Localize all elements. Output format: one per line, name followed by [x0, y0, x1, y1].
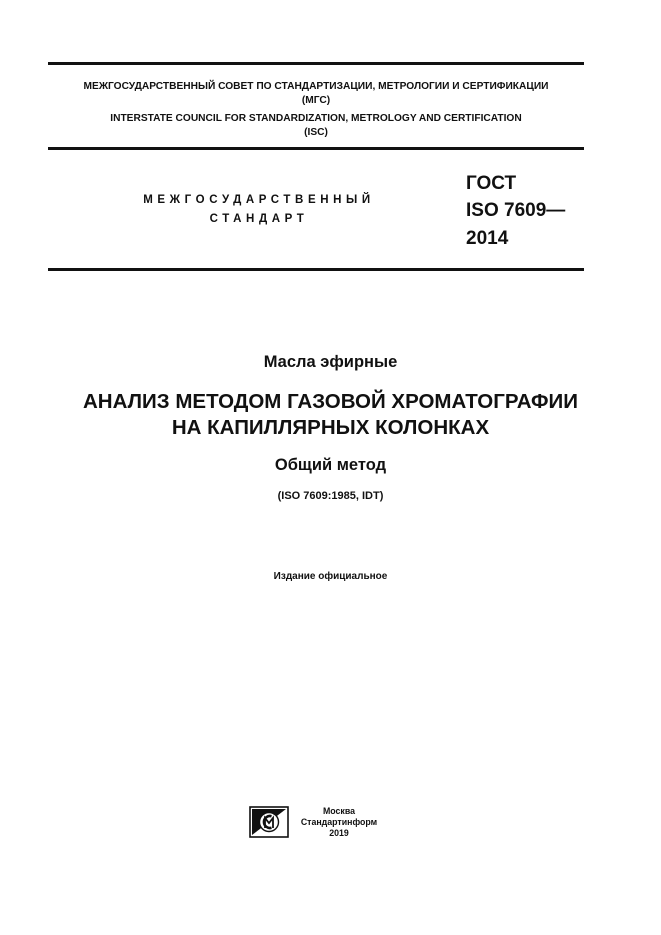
council-name-ru: МЕЖГОСУДАРСТВЕННЫЙ СОВЕТ ПО СТАНДАРТИЗАЦИИ, МЕТРОЛОГИИ И СЕРТИФИКАЦИИ: [83, 81, 549, 92]
document-subject: Масла эфирные: [263, 353, 398, 371]
standard-bottom-rule: [48, 268, 584, 271]
standartinform-logo-icon: [249, 806, 289, 838]
council-abbr-en: (ISC): [304, 127, 328, 138]
publisher-year: 2019: [329, 828, 349, 838]
top-rule: [48, 62, 584, 65]
publisher-city: Москва: [322, 806, 356, 816]
standard-type-line2: СТАНДАРТ: [209, 213, 309, 225]
council-abbr-ru: (МГС): [301, 95, 331, 106]
edition-label: Издание официальное: [273, 571, 388, 582]
document-title-line1: АНАЛИЗ МЕТОДОМ ГАЗОВОЙ ХРОМАТОГРАФИИ: [83, 390, 578, 413]
document-method: Общий метод: [274, 456, 387, 474]
header-bottom-rule: [48, 147, 584, 150]
document-title-line2: НА КАПИЛЛЯРНЫХ КОЛОНКАХ: [171, 416, 490, 439]
standard-code-line1: ГОСТ: [466, 173, 517, 194]
iso-reference: (ISO 7609:1985, IDT): [277, 490, 384, 502]
standard-code-line2: ISO 7609—: [466, 200, 566, 221]
publisher-block: [300, 806, 378, 839]
council-name-en: INTERSTATE COUNCIL FOR STANDARDIZATION, METROLOGY AND CERTIFICATION: [110, 113, 522, 124]
standard-type-line1: МЕЖГОСУДАРСТВЕННЫЙ: [143, 194, 375, 206]
standard-code-line3: 2014: [466, 228, 509, 249]
publisher-name: Стандартинформ: [300, 817, 378, 827]
